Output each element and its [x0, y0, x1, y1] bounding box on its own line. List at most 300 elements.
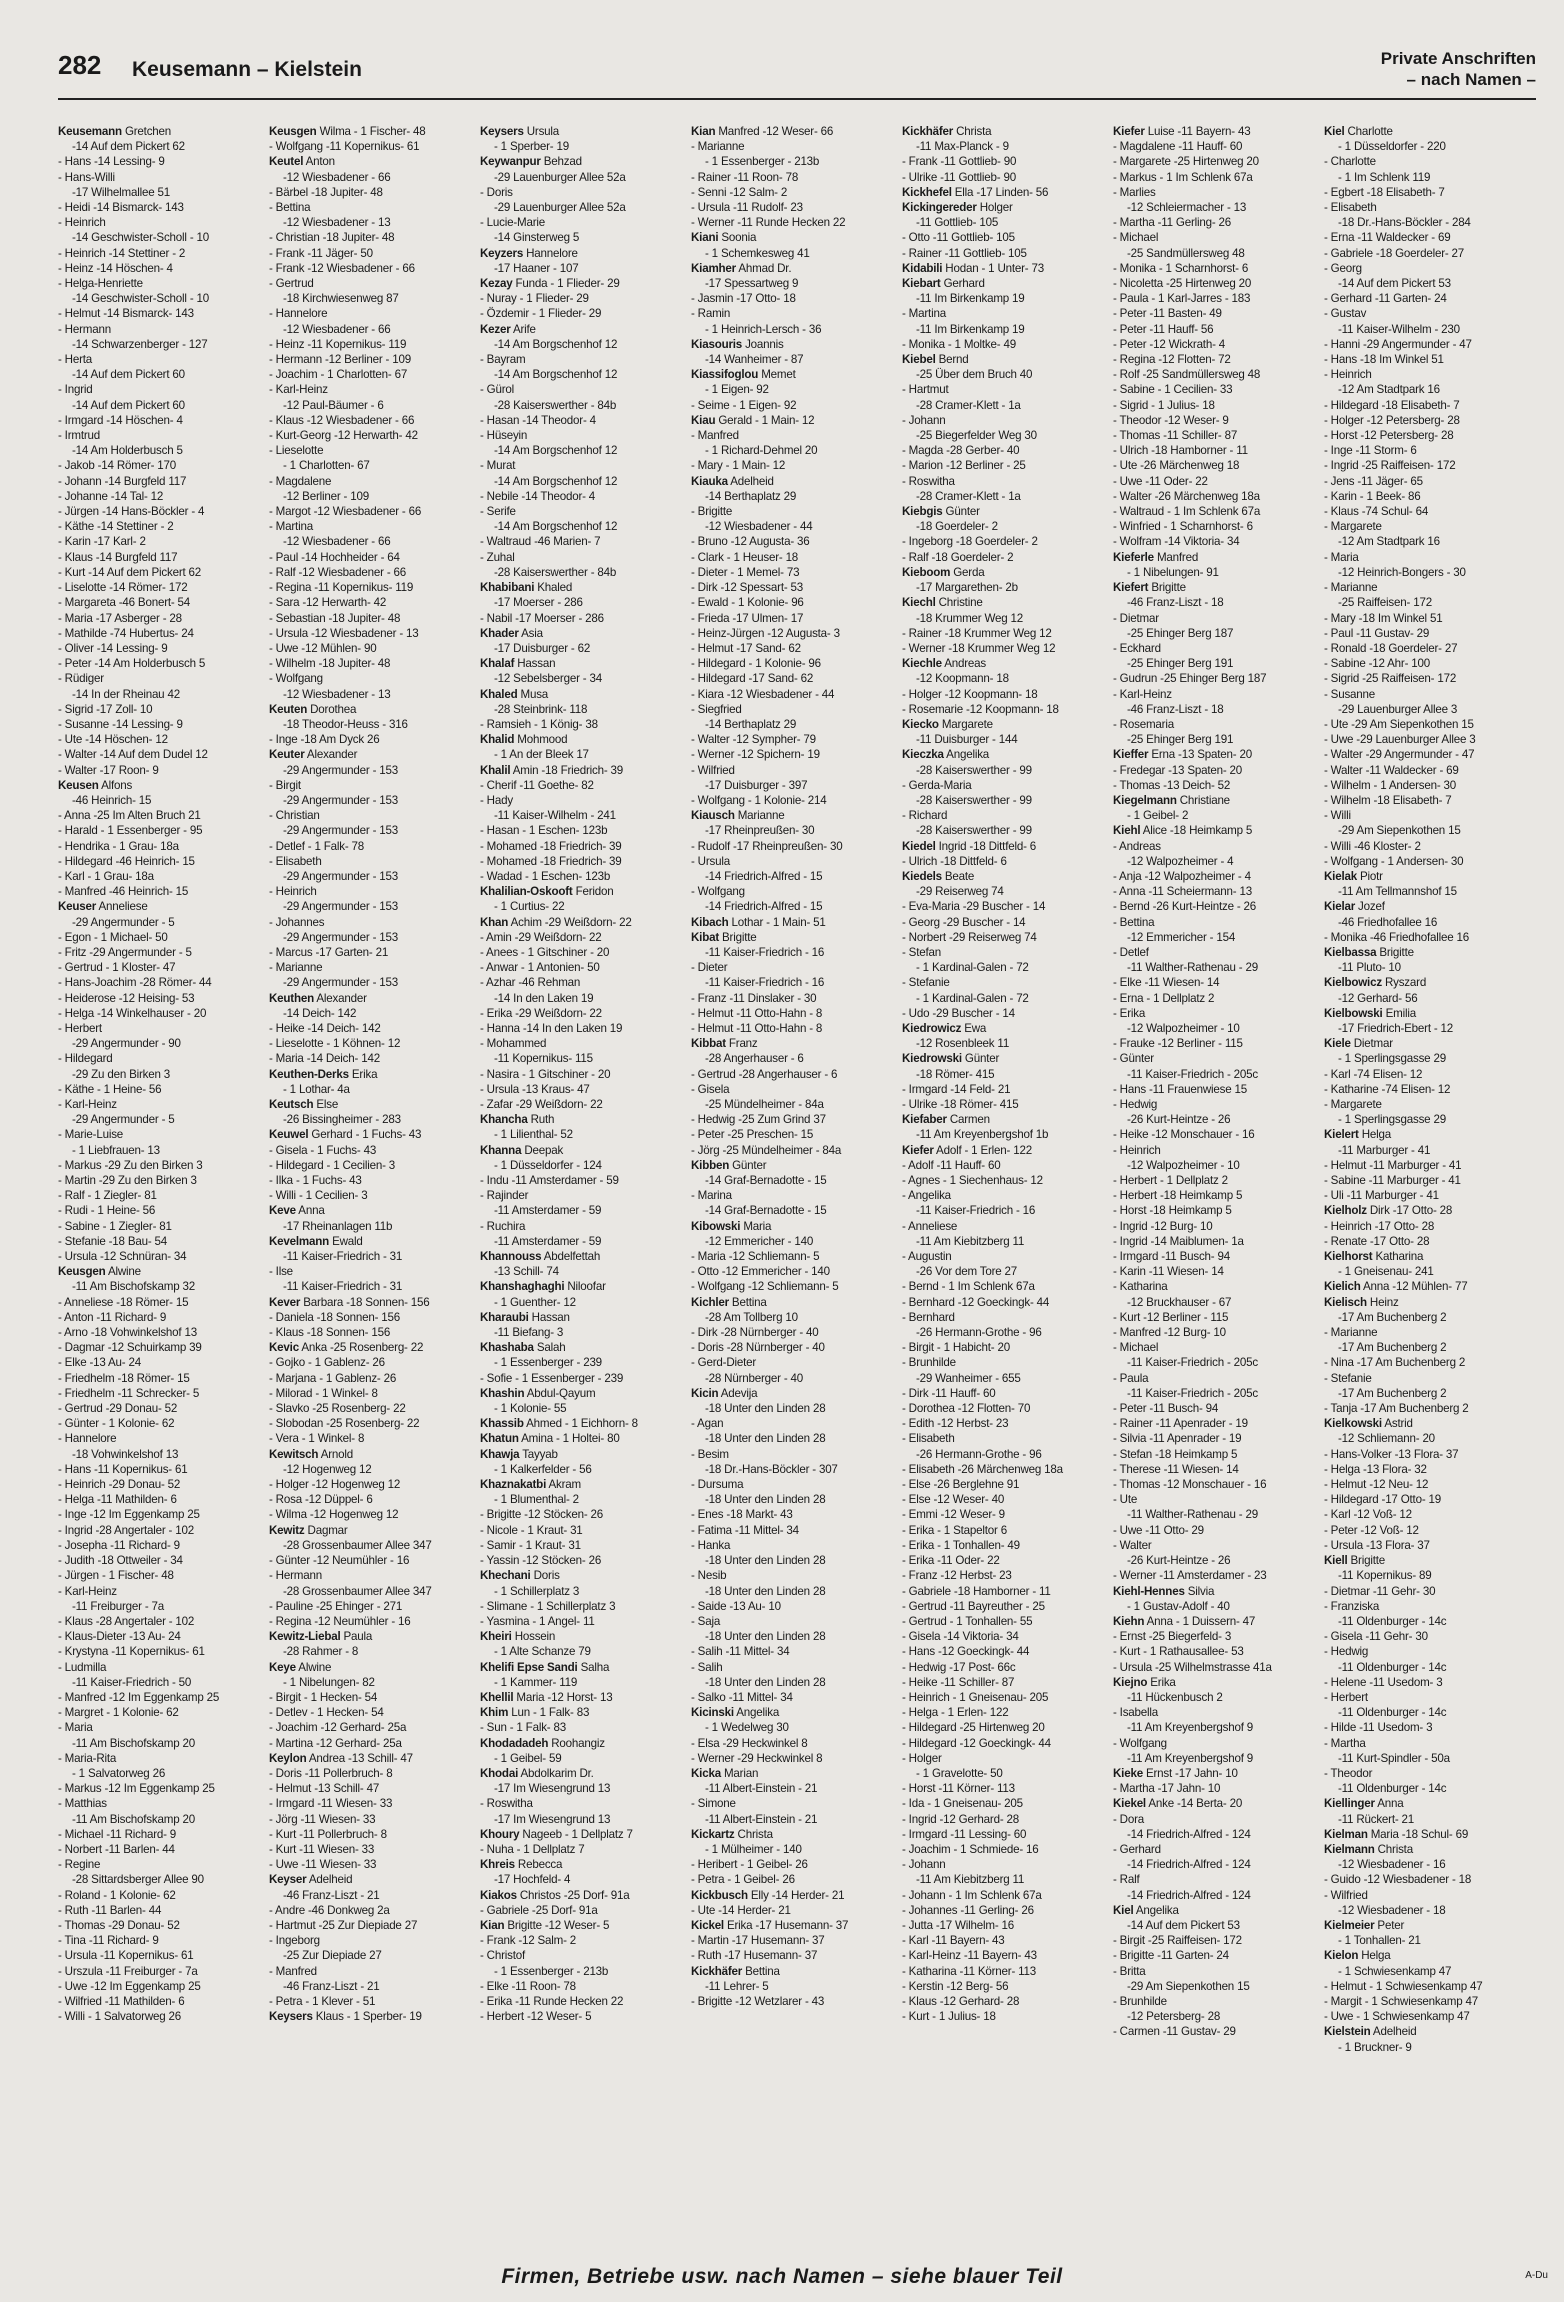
surname: Kiedels — [902, 869, 942, 883]
entry-line: -25 Über dem Bruch 40 — [916, 368, 1033, 382]
entry-line: - Hermann — [58, 322, 111, 336]
entry-line: -14 Friedrich-Alfred - 15 — [705, 869, 823, 883]
entry-line: - Karin -11 Wiesen- 14 — [1113, 1265, 1224, 1279]
surname: Khreis — [480, 1858, 515, 1872]
surname: Kewitz-Liebal — [269, 1630, 341, 1644]
entry-line: - Slimane - 1 Schillerplatz 3 — [480, 1599, 616, 1613]
entry-line: -29 Angermunder - 5 — [72, 915, 175, 929]
entry-surname-line — [480, 1386, 683, 1401]
entry-line: - Jens -11 Jäger- 65 — [1324, 474, 1423, 488]
entry-line: - Cherif -11 Goethe- 82 — [480, 778, 594, 792]
entry-surname-line — [269, 702, 472, 717]
surname: Keusgen — [58, 1265, 106, 1279]
entry-line: - Maria -17 Asberger - 28 — [58, 611, 182, 625]
entry-line: - Paula — [1113, 1371, 1149, 1385]
entry-line: - Dursuma — [691, 1478, 744, 1492]
entry-line: - Karl - 1 Grau- 18a — [58, 869, 154, 883]
entry-line: -18 Unter den Linden 28 — [705, 1402, 826, 1416]
entry-detail: Hassan — [514, 657, 556, 671]
entry-line: -18 Vohwinkelshof 13 — [72, 1447, 179, 1461]
entry-line: -28 Kaiserswerther - 84b — [494, 398, 617, 412]
surname: Keuten — [269, 702, 308, 716]
entry-line: - Walter -11 Waldecker - 69 — [1324, 763, 1459, 777]
entry-line: - Brigitte -12 Stöcken- 26 — [480, 1508, 604, 1522]
entry-surname-line — [1324, 1842, 1527, 1857]
entry-line: - Sabine - 1 Ziegler- 81 — [58, 1219, 172, 1233]
surname: Keuter — [269, 748, 305, 762]
entry-detail: Erika -17 Husemann- 37 — [723, 1918, 849, 1932]
entry-line: - Murat — [480, 459, 516, 473]
entry-line: - Markus -29 Zu den Birken 3 — [58, 1158, 203, 1172]
entry-line: - Herbert — [1324, 1690, 1368, 1704]
entry-surname-line — [902, 1051, 1105, 1066]
entry-line: - Ilka - 1 Fuchs- 43 — [269, 1174, 362, 1188]
entry-line: - Marianne — [269, 961, 323, 975]
directory-column — [480, 124, 691, 2262]
entry-line: - Rosemarie -12 Koopmann- 18 — [902, 702, 1059, 716]
entry-detail: Asia — [518, 626, 543, 640]
entry-detail: Maria -12 Horst- 13 — [513, 1690, 613, 1704]
entry-line: -12 Sebelsberger - 34 — [494, 672, 602, 686]
surname: Kiakos — [480, 1888, 517, 1902]
entry-line: - Dirk -28 Nürnberger - 40 — [691, 1326, 819, 1340]
entry-line: - Renate -17 Otto- 28 — [1324, 1234, 1430, 1248]
surname: Kiausch — [691, 809, 735, 823]
entry-line: - Agan — [691, 1417, 724, 1431]
entry-detail: Anneliese — [96, 900, 148, 914]
entry-line: - Elsa -29 Heckwinkel 8 — [691, 1736, 808, 1750]
entry-detail: Soonia — [718, 231, 757, 245]
surname: Khalid — [480, 733, 515, 747]
entry-line: -12 Hogenweg 12 — [283, 1462, 372, 1476]
entry-line: - Anja -12 Walpozheimer - 4 — [1113, 869, 1251, 883]
surname: Kieczka — [902, 748, 944, 762]
surname: Khanna — [480, 1143, 522, 1157]
entry-line: -17 Wilhelmallee 51 — [72, 185, 171, 199]
entry-line: -46 Friedhofallee 16 — [1338, 915, 1438, 929]
entry-detail: Helga — [1358, 1949, 1391, 1963]
entry-detail: Ahmad Dr. — [736, 261, 792, 275]
entry-surname-line — [1324, 945, 1527, 960]
entry-line: - Jakob -14 Römer- 170 — [58, 459, 177, 473]
entry-line: - Margarete -25 Hirtenweg 20 — [1113, 155, 1259, 169]
surname: Keyzers — [480, 246, 524, 260]
entry-surname-line — [269, 1340, 472, 1355]
entry-surname-line — [480, 1340, 683, 1355]
entry-line: -18 Unter den Linden 28 — [705, 1675, 826, 1689]
entry-line: -11 Oldenburger - 14c — [1338, 1782, 1447, 1796]
entry-surname-line — [1113, 1614, 1316, 1629]
entry-line: - Mohamed -18 Friedrich- 39 — [480, 839, 622, 853]
entry-line: -14 Auf dem Pickert 62 — [72, 140, 185, 154]
surname: Kiehl — [1113, 824, 1141, 838]
entry-line: - 1 Lilienthal- 52 — [494, 1128, 573, 1142]
directory-column — [1324, 124, 1535, 2262]
entry-line: - Hildegard -12 Goeckingk- 44 — [902, 1736, 1051, 1750]
entry-line: - Walter -29 Angermunder - 47 — [1324, 748, 1475, 762]
entry-surname-line — [902, 1143, 1105, 1158]
entry-detail: Lothar - 1 Main- 51 — [728, 915, 826, 929]
entry-surname-line — [902, 656, 1105, 671]
entry-surname-line — [691, 1827, 894, 1842]
surname: Kielbowski — [1324, 1006, 1383, 1020]
entry-detail: Musa — [517, 687, 549, 701]
entry-line: - Kurt - 1 Rathausallee- 53 — [1113, 1645, 1244, 1659]
entry-line: - Carmen -11 Gustav- 29 — [1113, 2025, 1236, 2039]
entry-line: - Heike -14 Deich- 142 — [269, 1021, 381, 1035]
surname: Kewitz — [269, 1523, 305, 1537]
entry-line: - Martin -29 Zu den Birken 3 — [58, 1174, 197, 1188]
entry-line: - Anneliese — [902, 1219, 958, 1233]
surname: Kicinski — [691, 1706, 734, 1720]
entry-detail: Carmen — [946, 1113, 990, 1127]
entry-detail: Luise -11 Bayern- 43 — [1144, 125, 1251, 138]
surname: Kielhorst — [1324, 1250, 1373, 1264]
surname: Kiekel — [1113, 1797, 1146, 1811]
surname: Kiebel — [902, 353, 936, 367]
directory-column — [1113, 124, 1324, 2262]
entry-line: - Sebastian -18 Jupiter- 48 — [269, 611, 401, 625]
entry-detail: Ewald — [329, 1234, 363, 1248]
entry-surname-line — [480, 1416, 683, 1431]
entry-line: - Sigrid -25 Raiffeisen- 172 — [1324, 672, 1457, 686]
entry-surname-line — [1324, 1553, 1527, 1568]
entry-detail: Andrea -13 Schill- 47 — [306, 1751, 413, 1765]
entry-line: -12 Petersberg- 28 — [1127, 2010, 1221, 2024]
entry-line: - Werner -12 Spichern- 19 — [691, 748, 820, 762]
entry-line: - Birgit -25 Raiffeisen- 172 — [1113, 1934, 1242, 1948]
entry-line: - 1 Mülheimer - 140 — [705, 1842, 802, 1856]
surname: Kielich — [1324, 1280, 1361, 1294]
entry-detail: Ella -17 Linden- 56 — [951, 185, 1049, 199]
entry-line: - Irmgard -11 Busch- 94 — [1113, 1250, 1230, 1264]
entry-surname-line — [269, 747, 472, 762]
entry-line: - Detlev - 1 Hecken- 54 — [269, 1706, 384, 1720]
entry-line: - Rajinder — [480, 1189, 529, 1203]
entry-detail: Feridon — [572, 885, 614, 899]
entry-line: -12 Gerhard- 56 — [1338, 991, 1418, 1005]
entry-line: - Slavko -25 Rosenberg- 22 — [269, 1402, 406, 1416]
surname: Kewitsch — [269, 1447, 319, 1461]
entry-line: - Sigrid - 1 Julius- 18 — [1113, 398, 1215, 412]
entry-line: - Norbert -11 Barlen- 44 — [58, 1842, 175, 1856]
entry-line: -14 Am Borgschenhof 12 — [494, 337, 618, 351]
entry-line: - 1 Kardinal-Galen - 72 — [916, 961, 1029, 975]
entry-detail: Ryszard — [1381, 976, 1427, 990]
entry-surname-line — [902, 261, 1105, 276]
entry-line: - Thomas -11 Schiller- 87 — [1113, 429, 1238, 443]
entry-line: -11 Rückert- 21 — [1338, 1812, 1415, 1826]
entry-line: - Fritz -29 Angermunder - 5 — [58, 945, 192, 959]
entry-line: - Marie-Luise — [58, 1128, 124, 1142]
entry-detail: Wilma - 1 Fischer- 48 — [316, 125, 426, 138]
entry-line: - Johann -14 Burgfeld 117 — [58, 474, 187, 488]
entry-surname-line — [269, 154, 472, 169]
entry-detail: Angelika — [943, 748, 990, 762]
entry-line: - Brunhilde — [1113, 1994, 1167, 2008]
entry-line: -46 Franz-Liszt - 21 — [283, 1979, 380, 1993]
entry-detail: Christa — [734, 1827, 773, 1841]
entry-line: - Petra - 1 Geibel- 26 — [691, 1873, 795, 1887]
entry-detail: Brigitte -12 Weser- 5 — [504, 1918, 610, 1932]
entry-line: - Ralf -12 Wiesbadener - 66 — [269, 565, 407, 579]
entry-line: - Uwe -12 Mühlen- 90 — [269, 641, 377, 655]
entry-surname-line — [480, 626, 683, 641]
surname: Keye — [269, 1660, 296, 1674]
entry-line: - Heinrich — [58, 216, 106, 230]
entry-line: - Anna -11 Scheiermann- 13 — [1113, 885, 1252, 899]
entry-surname-line — [902, 565, 1105, 580]
entry-line: -11 Kaiser-Wilhelm - 230 — [1338, 322, 1460, 336]
entry-line: - Peter -11 Busch- 94 — [1113, 1402, 1219, 1416]
entry-line: - Ralf - 1 Ziegler- 81 — [58, 1189, 157, 1203]
entry-detail: Hossein — [511, 1630, 556, 1644]
entry-line: - Ulrich -18 Hamborner - 11 — [1113, 444, 1248, 458]
surname: Kielak — [1324, 869, 1357, 883]
surname: Kieffer — [1113, 748, 1149, 762]
surname: Keusen — [58, 778, 99, 792]
entry-detail: Alfons — [98, 778, 133, 792]
entry-line: - Gertrud -28 Angerhauser - 6 — [691, 1067, 838, 1081]
entry-line: - Ronald -18 Goerdeler- 27 — [1324, 641, 1458, 655]
entry-line: -29 Am Siepenkothen 15 — [1127, 1979, 1250, 1993]
entry-detail: Alexander — [313, 991, 367, 1005]
entry-surname-line — [902, 839, 1105, 854]
entry-line: - Anton -11 Richard- 9 — [58, 1310, 167, 1324]
entry-detail: Salha — [577, 1660, 610, 1674]
entry-line: - Hans-Volker -13 Flora- 37 — [1324, 1447, 1459, 1461]
entry-line: - Horst -11 Körner- 113 — [902, 1782, 1015, 1796]
entry-line: -11 Biefang- 3 — [494, 1326, 564, 1340]
entry-line: - Tina -11 Richard- 9 — [58, 1934, 159, 1948]
entry-line: -11 Kaiser-Friedrich - 205c — [1127, 1356, 1258, 1370]
entry-detail: Anna -12 Mühlen- 77 — [1360, 1280, 1468, 1294]
entry-detail: Manfred -12 Weser- 66 — [715, 125, 834, 138]
entry-line: -11 Oldenburger - 14c — [1338, 1706, 1447, 1720]
entry-line: - Agnes - 1 Siechenhaus- 12 — [902, 1174, 1043, 1188]
entry-line: - Marianne — [691, 140, 745, 154]
entry-line: - Martina — [269, 520, 313, 534]
entry-detail: Arife — [510, 322, 536, 336]
entry-surname-line — [480, 154, 683, 169]
entry-line: - Frieda -17 Ulmen- 17 — [691, 611, 804, 625]
entry-surname-line — [691, 261, 894, 276]
entry-line: - Charlotte — [1324, 155, 1376, 169]
entry-line: - Seime - 1 Eigen- 92 — [691, 398, 797, 412]
directory-column — [902, 124, 1113, 2262]
entry-line: - Wilfried — [1324, 1888, 1368, 1902]
entry-line: - 1 Alte Schanze 79 — [494, 1645, 591, 1659]
surname: Kiecko — [902, 717, 939, 731]
entry-line: - Marlies — [1113, 185, 1156, 199]
entry-line: - 1 Kardinal-Galen - 72 — [916, 991, 1029, 1005]
entry-line: - Horst -18 Heimkamp 5 — [1113, 1204, 1232, 1218]
entry-detail: Christa — [1374, 1842, 1413, 1856]
entry-line: - Ruchira — [480, 1219, 526, 1233]
entry-line: -12 Schliemann- 20 — [1338, 1432, 1435, 1446]
entry-line: - Ute — [1113, 1493, 1138, 1507]
entry-line: - Clark - 1 Heuser- 18 — [691, 550, 799, 564]
entry-line: -11 Kaiser-Wilhelm - 241 — [494, 809, 616, 823]
entry-line: - Magda -28 Gerber- 40 — [902, 444, 1020, 458]
entry-line: - Ulrich -18 Dittfeld- 6 — [902, 854, 1007, 868]
entry-line: -11 Kaiser-Friedrich - 16 — [705, 945, 825, 959]
entry-line: - Silvia -11 Apenrader - 19 — [1113, 1432, 1242, 1446]
entry-line: - Rudi - 1 Heine- 56 — [58, 1204, 156, 1218]
entry-detail: Margarete — [938, 717, 993, 731]
entry-detail: Hannelore — [523, 246, 578, 260]
entry-surname-line — [480, 1857, 683, 1872]
entry-detail: Anna — [295, 1204, 325, 1218]
entry-line: - Birgit - 1 Habicht- 20 — [902, 1341, 1010, 1355]
entry-line: -26 Hermann-Grothe - 96 — [916, 1326, 1042, 1340]
entry-detail: Anton — [303, 155, 335, 169]
entry-line: - Ruth -17 Husemann- 37 — [691, 1949, 818, 1963]
entry-line: - Milorad - 1 Winkel- 8 — [269, 1386, 378, 1400]
entry-line: - Hedwig — [1324, 1645, 1369, 1659]
entry-line: - Walter -26 Märchenweg 18a — [1113, 489, 1260, 503]
entry-detail: Tayyab — [519, 1447, 558, 1461]
entry-surname-line — [1324, 1416, 1527, 1431]
entry-line: - Gertrud - 1 Tonhallen- 55 — [902, 1614, 1033, 1628]
entry-line: - Inge -11 Storm- 6 — [1324, 444, 1417, 458]
surname: Kielbassa — [1324, 945, 1377, 959]
entry-line: -29 Angermunder - 5 — [72, 1113, 175, 1127]
entry-line: - Werner -29 Heckwinkel 8 — [691, 1751, 823, 1765]
entry-line: - Ursula -13 Flora- 37 — [1324, 1538, 1430, 1552]
entry-detail: Dirk -17 Otto- 28 — [1366, 1204, 1453, 1218]
entry-surname-line — [480, 1766, 683, 1781]
entry-line: - Markus - 1 Im Schlenk 67a — [1113, 170, 1253, 184]
entry-line: - Monika - 1 Scharnhorst- 6 — [1113, 261, 1249, 275]
entry-surname-line — [269, 991, 472, 1006]
surname: Khalaf — [480, 657, 515, 671]
entry-detail: Hassan — [528, 1310, 570, 1324]
entry-line: -11 Oldenburger - 14c — [1338, 1660, 1447, 1674]
entry-surname-line — [1324, 1203, 1527, 1218]
entry-detail: Abdelfettah — [541, 1250, 601, 1264]
entry-detail: Marian — [720, 1766, 759, 1780]
entry-line: - Dieter — [691, 961, 728, 975]
entry-line: - Jörg -11 Wiesen- 33 — [269, 1812, 376, 1826]
entry-line: - 1 Düsseldorfer - 220 — [1338, 140, 1446, 154]
entry-line: -12 Walpozheimer - 4 — [1127, 854, 1234, 868]
entry-surname-line — [691, 1918, 894, 1933]
entry-line: - Otto -11 Gottlieb- 105 — [902, 231, 1015, 245]
entry-line: -12 Emmericher - 140 — [705, 1234, 814, 1248]
entry-line: - Ilse — [269, 1265, 293, 1279]
entry-surname-line — [480, 1568, 683, 1583]
entry-line: - Hendrika - 1 Grau- 18a — [58, 839, 179, 853]
surname: Kiechle — [902, 657, 942, 671]
entry-line: -12 Wiesbadener - 16 — [1338, 1858, 1446, 1872]
entry-line: - Käthe - 1 Heine- 56 — [58, 1082, 162, 1096]
entry-surname-line — [1113, 1796, 1316, 1811]
entry-line: - Urszula -11 Freiburger - 7a — [58, 1964, 198, 1978]
entry-line: - Gojko - 1 Gablenz- 26 — [269, 1356, 385, 1370]
entry-line: - Helmut -11 Otto-Hahn - 8 — [691, 1021, 823, 1035]
entry-detail: Franz — [725, 1037, 758, 1051]
entry-line: - Bruno -12 Augusta- 36 — [691, 535, 810, 549]
entry-line: -17 Duisburger - 397 — [705, 778, 808, 792]
entry-line: -11 Walther-Rathenau - 29 — [1127, 1508, 1258, 1522]
entry-line: -11 Albert-Einstein - 21 — [705, 1782, 818, 1796]
entry-line: - Hermann -12 Berliner - 109 — [269, 353, 411, 367]
entry-line: - Dietmar -11 Gehr- 30 — [1324, 1584, 1436, 1598]
entry-surname-line — [691, 1888, 894, 1903]
entry-line: - Regina -11 Kopernikus- 119 — [269, 581, 414, 595]
entry-line: - Gisela -11 Gehr- 30 — [1324, 1630, 1428, 1644]
entry-line: - Saide -13 Au- 10 — [691, 1599, 781, 1613]
entry-line: - Kurt -14 Auf dem Pickert 62 — [58, 565, 202, 579]
entry-surname-line — [269, 1447, 472, 1462]
entry-line: -28 Am Tollberg 10 — [705, 1310, 798, 1324]
entry-surname-line — [1113, 1675, 1316, 1690]
entry-line: - Otto -12 Emmericher - 140 — [691, 1265, 830, 1279]
entry-line: -18 Theodor-Heuss - 316 — [283, 717, 408, 731]
surname: Keutel — [269, 155, 304, 169]
entry-line: -14 Auf dem Pickert 53 — [1127, 1918, 1240, 1932]
entry-line: -11 Lehrer- 5 — [705, 1979, 769, 1993]
surname: Keysers — [480, 125, 524, 138]
entry-line: - Elisabeth — [902, 1432, 955, 1446]
entry-line: -26 Bissingheimer - 283 — [283, 1113, 401, 1127]
entry-surname-line — [691, 1295, 894, 1310]
entry-line: -28 Cramer-Klett - 1a — [916, 398, 1021, 412]
entry-line: - Kurt -11 Wiesen- 33 — [269, 1842, 375, 1856]
entry-line: -14 In den Laken 19 — [494, 991, 594, 1005]
entry-line: - Özdemir - 1 Flieder- 29 — [480, 307, 602, 321]
entry-surname-line — [691, 1705, 894, 1720]
entry-line: - Helmut -13 Schill- 47 — [269, 1782, 380, 1796]
entry-line: - Susanne -14 Lessing- 9 — [58, 717, 183, 731]
entry-surname-line — [480, 276, 683, 291]
surname: Kidabili — [902, 261, 943, 275]
entry-detail: Anke -14 Berta- 20 — [1145, 1797, 1243, 1811]
entry-line: - Wolfgang — [691, 885, 745, 899]
entry-surname-line — [1113, 550, 1316, 565]
entry-line: - Helmut -11 Marburger - 41 — [1324, 1158, 1462, 1172]
entry-line: -12 Wiesbadener - 44 — [705, 520, 813, 534]
surname: Kielert — [1324, 1128, 1359, 1142]
entry-detail: Mohmood — [514, 733, 568, 747]
entry-line: -14 Geschwister-Scholl - 10 — [72, 292, 209, 306]
entry-detail: Ingrid -18 Dittfeld- 6 — [935, 839, 1037, 853]
entry-line: - Elisabeth -26 Märchenweg 18a — [902, 1462, 1063, 1476]
entry-line: - Roswitha — [480, 1797, 533, 1811]
entry-line: -29 Lauenburger Allee 52a — [494, 201, 626, 215]
entry-line: -12 Am Stadtpark 16 — [1338, 383, 1440, 397]
entry-line: - Frauke -12 Berliner - 115 — [1113, 1037, 1243, 1051]
entry-detail: Rebecca — [514, 1858, 563, 1872]
entry-line: - Herta — [58, 353, 93, 367]
entry-line: - Rolf -25 Sandmüllersweg 48 — [1113, 368, 1261, 382]
entry-line: - Kiara -12 Wiesbadener - 44 — [691, 687, 835, 701]
entry-line: - Erika - 1 Stapeltor 6 — [902, 1523, 1007, 1537]
entry-line: -29 Lauenburger Allee 3 — [1338, 702, 1458, 716]
entry-line: - Winfried - 1 Scharnhorst- 6 — [1113, 520, 1253, 534]
surname: Kiani — [691, 231, 719, 245]
entry-line: - Hans-Willi — [58, 170, 115, 184]
entry-line: - Heinz -14 Höschen- 4 — [58, 261, 173, 275]
entry-detail: Ewa — [961, 1021, 987, 1035]
entry-line: - Regina -12 Flotten- 72 — [1113, 353, 1231, 367]
surname: Kiasouris — [691, 337, 743, 351]
surname: Kielman — [1324, 1827, 1368, 1841]
entry-line: - Wilhelm -18 Elisabeth- 7 — [1324, 793, 1452, 807]
entry-line: - Helga -14 Winkelhauser - 20 — [58, 1006, 207, 1020]
entry-line: - Irmgard -11 Wiesen- 33 — [269, 1797, 393, 1811]
